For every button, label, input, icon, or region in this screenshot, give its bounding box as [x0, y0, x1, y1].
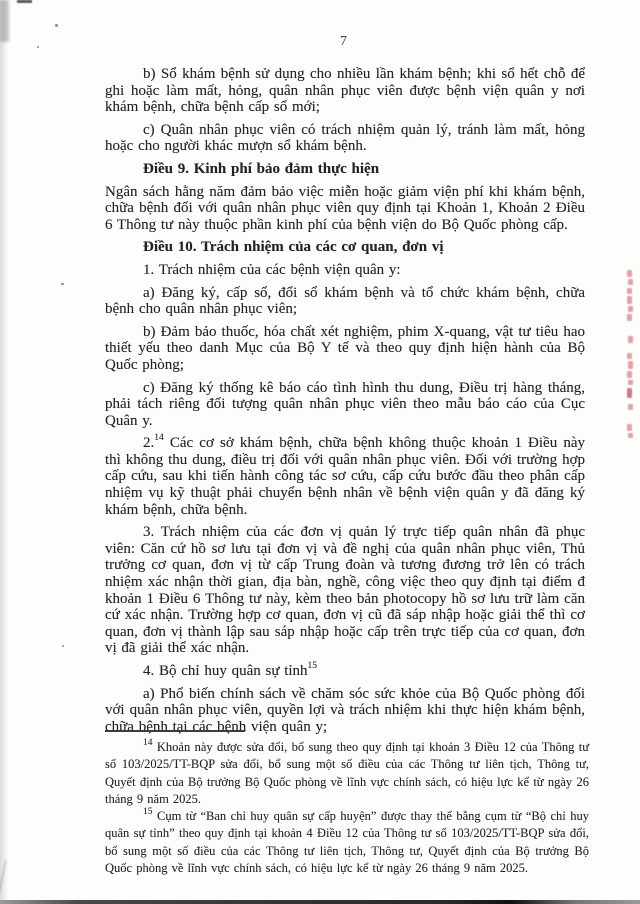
- footnote-14-marker: 14: [143, 737, 153, 748]
- scan-speck: [55, 24, 58, 27]
- red-bleed-mark: [627, 388, 632, 398]
- footnote-14: [105, 739, 589, 808]
- paragraph-c-trach-nhiem-quan-ly: [105, 122, 585, 155]
- paragraph-text: b) Đảm bảo thuốc, hóa chất xét nghiệm, phim X-quang, vật tư tiêu hao thiết yếu theo danh Mục của Bộ Y tế và theo quy định hiện hành của Bộ Quốc phòng;: [105, 323, 585, 373]
- paragraph-text: b) Sổ khám bệnh sử dụng cho nhiều lần khám bệnh; khi sổ hết chỗ để ghi hoặc làm mất, hỏng, quân nhân phục viên được bệnh viện quân y nơi khám bệnh, chữa bệnh cấp sổ mới;: [105, 66, 585, 116]
- red-bleed-mark: [627, 270, 632, 277]
- heading-text: Điều 10. Trách nhiệm của các cơ quan, đơn vị: [143, 239, 444, 256]
- paragraph-4-bo-chi-huy: [105, 663, 585, 680]
- paragraph-2-co-so-kham-benh: [105, 435, 585, 518]
- document-body: [105, 66, 585, 741]
- paragraph-text: 2.: [143, 435, 155, 452]
- red-bleed-mark: [627, 424, 632, 431]
- paragraph-text: a) Đăng ký, cấp sổ, đổi sổ khám bệnh và tổ chức khám bệnh, chữa bệnh cho quân nhân phục viên;: [105, 284, 585, 318]
- scan-speck: [61, 283, 64, 285]
- scan-speck: [37, 46, 39, 48]
- red-bleed-mark: [628, 380, 633, 385]
- footnote-15-marker: 15: [143, 807, 153, 818]
- scan-speck: [62, 645, 64, 647]
- paragraph-a-pho-bien-chinh-sach: [105, 686, 585, 736]
- footnote-ref-15: 15: [307, 661, 318, 671]
- scan-edge-top-dash: [17, 0, 32, 3]
- paragraph-text: c) Quân nhân phục viên có trách nhiệm quản lý, tránh làm mất, hỏng hoặc cho người khác mượn sổ khám bệnh.: [105, 121, 585, 155]
- paragraph-b-so-kham-benh: [105, 66, 585, 116]
- paragraph-c-dang-ky-thong-ke: [105, 380, 585, 430]
- red-bleed-mark: [628, 361, 633, 369]
- footnote-15: [105, 808, 589, 877]
- red-bleed-mark: [628, 279, 633, 285]
- paragraph-text: 4. Bộ chỉ huy quân sự tỉnh: [143, 663, 308, 679]
- paragraph-text: 3. Trách nhiệm của các đơn vị quản lý trực tiếp quân nhân đã phục viên: Căn cứ hồ sơ lưu tại đơn vị và đề nghị của quân nhân phục viên, Thủ trưởng cơ quan, đơn vị từ cấp Trung đoàn và tương đương trở lên có trách nhiệm xác nhận thời gian, địa bàn, nghề, công việc theo quy định tại điểm đ khoản 1 Điều 6 Thông tư này, kèm theo bản photocopy hồ sơ lưu trữ làm căn cứ xác nhận. Trường hợp cơ quan, đơn vị cũ đã sáp nhập hoặc giải thể thì cơ quan, đơn vị thành lập sau sáp nhập hoặc cấp trên trực tiếp của cơ quan, đơn vị đã giải thể xác nhận.: [105, 524, 585, 657]
- heading-text: Điều 9. Kinh phí bảo đảm thực hiện: [143, 160, 380, 177]
- red-bleed-mark: [627, 353, 632, 359]
- red-bleed-mark: [628, 306, 633, 312]
- paragraph-text: c) Đăng ký thống kê báo cáo tình hình thu dung, Điều trị hàng tháng, phải tách riêng đối tượng quân nhân phục viên theo mẫu báo cáo của Cục Quân y.: [105, 379, 585, 429]
- red-bleed-mark: [627, 288, 632, 294]
- article-heading-dieu-9: [105, 161, 585, 178]
- scan-streak: [0, 860, 7, 898]
- footnote-15-text: Cụm từ “Ban chỉ huy quân sự cấp huyện” được thay thế bằng cụm từ “Bộ chỉ huy quân sự tỉnh” theo quy định tại khoản 4 Điều 12 của Thông tư số 103/2025/TT-BQP sửa đổi, bổ sung một số điều của các Thông tư liên tịch, Thông tư, Quyết định của Bộ trưởng Bộ Quốc phòng về lĩnh vực chính sách, có hiệu lực kể từ ngày 26 tháng 9 năm 2025.: [105, 809, 589, 876]
- scan-edge-left-top: [0, 0, 9, 42]
- red-bleed-mark: [628, 433, 633, 438]
- paragraph-text: Các cơ sở khám bệnh, chữa bệnh không thuộc khoản 1 Điều này thì không thu dung, điều trị đối với quân nhân phục viên. Đối với trường hợp cấp cứu, sau khi tiến hành công tác sơ cứu, cấp cứu bước đầu theo phân cấp nhiệm vụ kỹ thuật phải chuyển bệnh nhân về bệnh viện quân y đã đăng ký khám bệnh, chữa bệnh.: [105, 435, 585, 518]
- scan-edge-left: [0, 0, 8, 904]
- footnote-14-text: Khoản này được sửa đổi, bổ sung theo quy định tại khoản 3 Điều 12 của Thông tư số 103/2025/TT-BQP sửa đổi, bổ sung một số điều của các Thông tư liên tịch, Thông tư, Quyết định của Bộ trưởng Bộ Quốc phòng về lĩnh vực chính sách, có hiệu lực kể từ ngày 26 tháng 9 năm 2025.: [105, 740, 589, 806]
- red-bleed-mark: [628, 404, 633, 410]
- red-bleed-mark: [628, 336, 633, 343]
- paragraph-ngan-sach: [105, 184, 585, 234]
- scan-edge-bottom: [0, 900, 640, 904]
- page-number: 7: [340, 34, 347, 49]
- paragraph-b-dam-bao-thuoc: [105, 324, 585, 374]
- paragraph-1-benh-vien-quan-y: [105, 262, 585, 279]
- footnote-separator: [105, 730, 245, 732]
- red-bleed-mark: [627, 296, 632, 304]
- paragraph-text: Ngân sách hằng năm đảm bảo việc miễn hoặc giảm viện phí khi khám bệnh, chữa bệnh đối với quân nhân phục viên quy định tại Khoản 1, Khoản 2 Điều 6 Thông tư này thuộc phần kinh phí của bệnh viện do Bộ Quốc phòng cấp.: [105, 183, 585, 233]
- paragraph-a-dang-ky-cap-so: [105, 285, 585, 318]
- footnote-ref-14: 14: [154, 433, 164, 444]
- paragraph-text: 1. Trách nhiệm của các bệnh viện quân y:: [143, 261, 401, 278]
- paragraph-3-don-vi-quan-ly: [105, 524, 585, 657]
- footnote-section: [105, 730, 589, 877]
- red-bleed-mark: [627, 371, 632, 378]
- red-bleed-mark: [627, 314, 632, 321]
- paragraph-text: a) Phổ biến chính sách về chăm sóc sức khỏe của Bộ Quốc phòng đối với quân nhân phục viên, quyền lợi và trách nhiệm khi thực hiện khám bệnh, chữa bệnh tại các bệnh viện quân y;: [105, 685, 585, 735]
- article-heading-dieu-10: [105, 239, 585, 256]
